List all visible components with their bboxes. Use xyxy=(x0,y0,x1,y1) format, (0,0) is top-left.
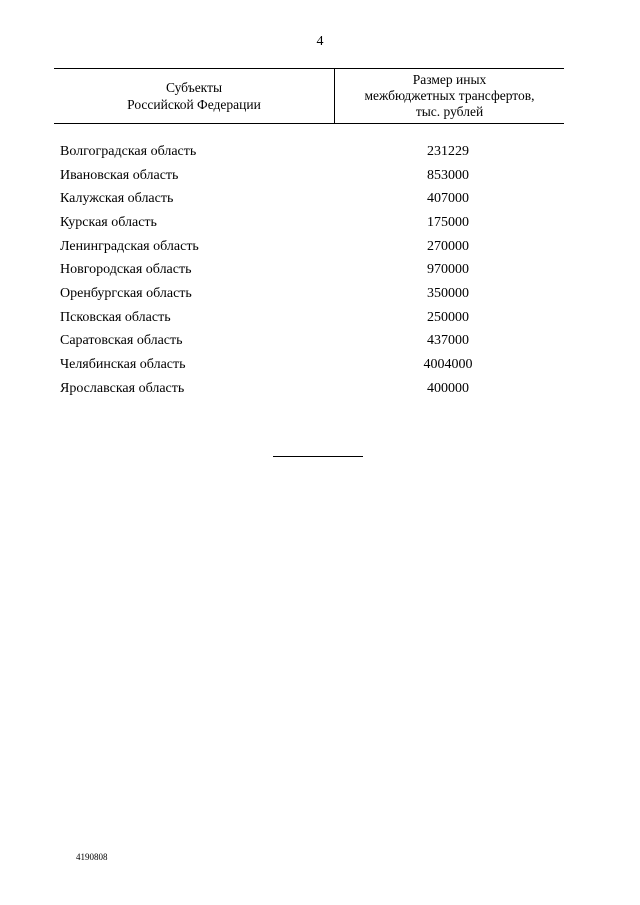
table-row xyxy=(60,377,564,401)
transfer-value: 853000 xyxy=(427,167,469,183)
table-row xyxy=(60,282,564,306)
table-header xyxy=(54,68,564,124)
table-row xyxy=(60,235,564,259)
transfer-value: 270000 xyxy=(427,238,469,254)
table-row xyxy=(60,306,564,330)
region-name: Ленинградская область xyxy=(60,238,199,254)
transfer-value: 350000 xyxy=(427,285,469,301)
header-subjects-line: Российской Федерации xyxy=(127,97,261,112)
table-row xyxy=(60,187,564,211)
transfer-value: 175000 xyxy=(427,214,469,230)
transfer-value: 970000 xyxy=(427,262,469,278)
transfer-value: 407000 xyxy=(427,191,469,207)
table-body xyxy=(60,140,564,401)
transfer-value: 4004000 xyxy=(423,357,473,373)
region-name: Курская область xyxy=(60,214,157,230)
transfer-value: 437000 xyxy=(427,333,469,349)
header-amount-line: тыс. рублей xyxy=(415,104,484,119)
table-row xyxy=(60,211,564,235)
header-subjects-line: Субъекты xyxy=(165,80,223,95)
region-name: Псковская область xyxy=(60,309,171,325)
region-name: Челябинская область xyxy=(60,357,186,373)
header-amount-line: межбюджетных трансфертов, xyxy=(364,88,535,103)
table-row xyxy=(60,164,564,188)
header-subjects xyxy=(54,69,335,123)
region-name: Калужская область xyxy=(60,191,174,207)
table-row xyxy=(60,258,564,282)
header-amount-line: Размер иных xyxy=(412,72,487,87)
header-transfer-amount xyxy=(335,69,564,123)
region-name: Волгоградская область xyxy=(60,143,197,159)
transfer-value: 231229 xyxy=(427,143,469,159)
table-row xyxy=(60,353,564,377)
region-name: Оренбургская область xyxy=(60,285,192,301)
region-name: Ивановская область xyxy=(60,167,179,183)
end-of-table-divider xyxy=(273,456,363,457)
table-row xyxy=(60,140,564,164)
transfer-value: 400000 xyxy=(427,380,469,396)
region-name: Ярославская область xyxy=(60,380,185,396)
transfer-value: 250000 xyxy=(427,309,469,325)
document-code: 4190808 xyxy=(76,852,108,862)
region-name: Новгородская область xyxy=(60,262,192,278)
region-name: Саратовская область xyxy=(60,333,183,349)
table-row xyxy=(60,330,564,354)
page-number: 4 xyxy=(316,34,324,49)
